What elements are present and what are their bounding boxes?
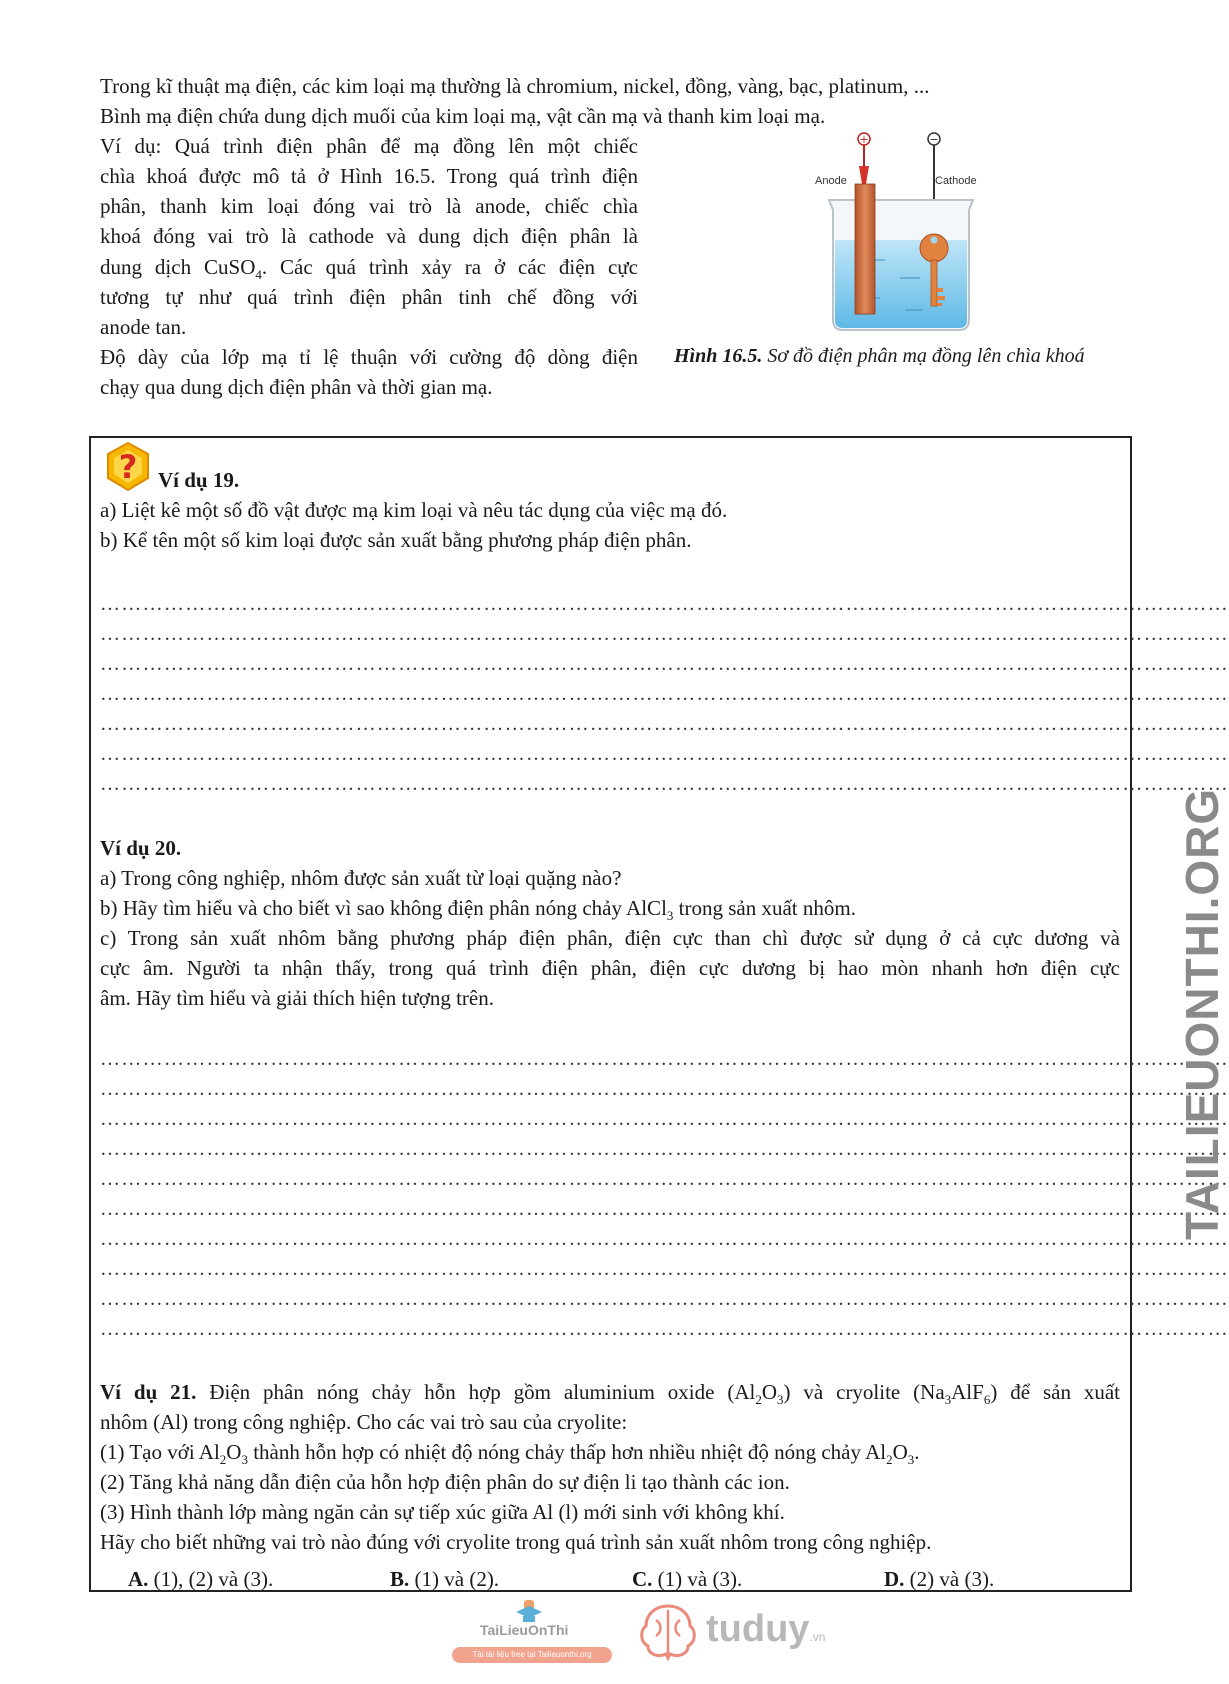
answer-line[interactable]: …………………………………………………………………………………………………………………………………………… (100, 713, 1229, 735)
intro-thickness-line-1: Độ dày của lớp mạ tỉ lệ thuận với cường độ dòng điện (100, 345, 638, 369)
option-d[interactable]: D. (2) và (3). (884, 1567, 995, 1591)
question-badge-icon (103, 440, 153, 494)
ex19-question-a: a) Liệt kê một số đồ vật được mạ kim loại và nêu tác dụng của việc mạ đó. (100, 498, 728, 522)
minus-terminal (928, 133, 940, 146)
intro-para-line-4: khoá đóng vai trò là cathode và dung dịch điện phân là (100, 224, 638, 248)
graduation-cap-icon (514, 1598, 544, 1624)
intro-para-line-2: chìa khoá được mô tả ở Hình 16.5. Trong quá trình điện (100, 164, 638, 188)
option-b[interactable]: B. (1) và (2). (390, 1567, 500, 1591)
ex21-role-2: (2) Tăng khả năng dẫn điện của hỗn hợp điện phân do sự điện li tạo thành các ion. (100, 1470, 790, 1494)
cathode-label: Cathode (935, 175, 977, 187)
ex19-question-b: b) Kể tên một số kim loại được sản xuất bằng phương pháp điện phân. (100, 528, 692, 552)
anode-label: Anode (815, 175, 847, 187)
ex21-line-2: nhôm (Al) trong công nghiệp. Cho các vai trò sau của cryolite: (100, 1410, 628, 1434)
intro-line-2: Bình mạ điện chứa dung dịch muối của kim loại mạ, vật cần mạ và thanh kim loại mạ. (100, 104, 826, 128)
ex21-role-3: (3) Hình thành lớp màng ngăn cản sự tiếp xúc giữa Al (l) mới sinh với không khí. (100, 1500, 785, 1524)
tuduy-brain-icon (636, 1600, 700, 1664)
answer-line[interactable]: …………………………………………………………………………………………………………………………………………… (100, 1198, 1229, 1220)
svg-text:?: ? (118, 448, 138, 486)
ex20-question-c-line-3: âm. Hãy tìm hiểu và giải thích hiện tượng trên. (100, 986, 494, 1010)
ex21-line-1: Ví dụ 21. Điện phân nóng chảy hỗn hợp gồm aluminium oxide $(Al_2O_3)$ và cryolite $(Na_3AlF_6)$ để sản xuất (100, 1380, 1120, 1408)
plus-terminal (858, 133, 870, 146)
footer-logo-tailieuonthi: TaiLieuOnThi (480, 1622, 569, 1638)
option-c[interactable]: C. (1) và (3). (632, 1567, 743, 1591)
intro-para-line-7: anode tan. (100, 315, 187, 339)
ex20-question-a: a) Trong công nghiệp, nhôm được sản xuất từ loại quặng nào? (100, 866, 622, 890)
anode-clip (859, 166, 869, 184)
side-watermark: TAILIEUONTHI.ORG (1176, 787, 1228, 1240)
answer-line[interactable]: …………………………………………………………………………………………………………………………………………… (100, 1168, 1229, 1190)
option-a[interactable]: A. (1), (2) và (3). (128, 1567, 274, 1591)
intro-para-line-6: tương tự như quá trình điện phân tinh chế đồng với (100, 285, 638, 309)
ex20-question-b: b) Hãy tìm hiểu và cho biết vì sao không điện phân nóng chảy AlCl$_3$ trong sản xuất nhôm. (100, 896, 856, 924)
answer-line[interactable]: …………………………………………………………………………………………………………………………………………… (100, 1078, 1229, 1100)
answer-line[interactable]: …………………………………………………………………………………………………………………………………………… (100, 593, 1229, 615)
minus-sign: − (929, 133, 939, 146)
answer-line[interactable]: …………………………………………………………………………………………………………………………………………… (100, 1258, 1229, 1280)
ex19-title: Ví dụ 19. (158, 468, 240, 492)
answer-line[interactable]: …………………………………………………………………………………………………………………………………………… (100, 623, 1229, 645)
ex20-question-c-line-2: cực âm. Người ta nhận thấy, trong quá trình điện phân, điện cực dương bị hao mòn nhanh hơn điện cực (100, 956, 1120, 980)
footer-logo-subtext: Tải tài liệu free tại Tailieuonthi.org (452, 1647, 612, 1663)
footer-logo-tuduy: tuduy.vn (706, 1608, 826, 1650)
intro-para-line-3: phân, thanh kim loại đóng vai trò là anode, chiếc chìa (100, 194, 638, 218)
answer-line[interactable]: …………………………………………………………………………………………………………………………………………… (100, 1318, 1229, 1340)
answer-line[interactable]: …………………………………………………………………………………………………………………………………………… (100, 653, 1229, 675)
intro-thickness-line-2: chạy qua dung dịch điện phân và thời gian mạ. (100, 375, 493, 399)
plus-sign: + (859, 133, 869, 146)
electroplating-diagram (805, 128, 1005, 338)
ex21-role-1: (1) Tạo với $Al_2O_3$ thành hỗn hợp có nhiệt độ nóng chảy thấp hơn nhiều nhiệt độ nóng chảy $Al_2O_3$. (100, 1440, 920, 1468)
figure-caption: Hình 16.5. Sơ đồ điện phân mạ đồng lên chìa khoá (674, 345, 1085, 367)
answer-line[interactable]: …………………………………………………………………………………………………………………………………………… (100, 683, 1229, 705)
answer-line[interactable]: …………………………………………………………………………………………………………………………………………… (100, 773, 1229, 795)
intro-para-line-5: dung dịch CuSO$_4$. Các quá trình xảy ra ở các điện cực (100, 255, 638, 283)
beaker (829, 200, 973, 330)
copper-anode-bar (855, 184, 875, 314)
ex21-question: Hãy cho biết những vai trò nào đúng với cryolite trong quá trình sản xuất nhôm trong công nghiệp. (100, 1530, 932, 1554)
ex20-question-c-line-1: c) Trong sản xuất nhôm bằng phương pháp điện phân, điện cực than chì được sử dụng ở cả cực dương và (100, 926, 1120, 950)
answer-line[interactable]: …………………………………………………………………………………………………………………………………………… (100, 1138, 1229, 1160)
intro-para-line-1: Ví dụ: Quá trình điện phân để mạ đồng lên một chiếc (100, 134, 638, 158)
answer-line[interactable]: …………………………………………………………………………………………………………………………………………… (100, 1228, 1229, 1250)
answer-line[interactable]: …………………………………………………………………………………………………………………………………………… (100, 743, 1229, 765)
answer-line[interactable]: …………………………………………………………………………………………………………………………………………… (100, 1288, 1229, 1310)
answer-line[interactable]: …………………………………………………………………………………………………………………………………………… (100, 1108, 1229, 1130)
ex20-title: Ví dụ 20. (100, 836, 182, 860)
intro-line-1: Trong kĩ thuật mạ điện, các kim loại mạ thường là chromium, nickel, đồng, vàng, bạc, platinum, ... (100, 74, 930, 98)
answer-line[interactable]: …………………………………………………………………………………………………………………………………………… (100, 1048, 1229, 1070)
